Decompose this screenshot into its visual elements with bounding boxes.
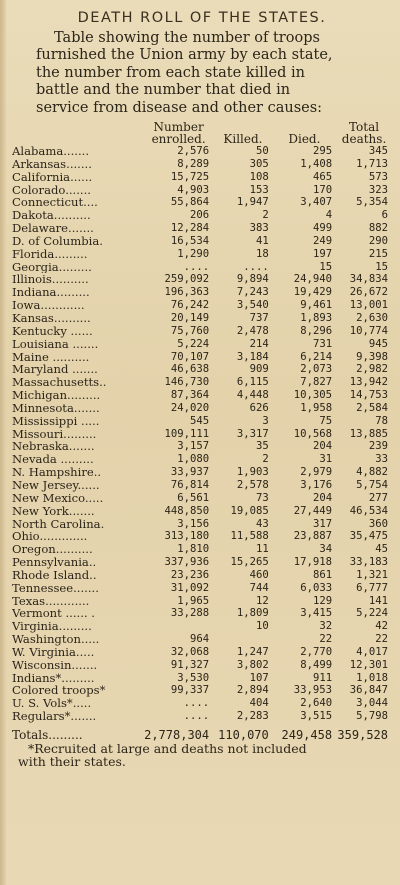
table-header-row xyxy=(12,121,392,145)
killed-cell: 35 xyxy=(255,440,269,453)
total-deaths-cell: 945 xyxy=(368,337,388,350)
died-cell: 34 xyxy=(319,543,333,556)
killed-cell: 18 xyxy=(255,247,269,260)
enrolled-cell: 24,020 xyxy=(170,401,210,414)
total-deaths-cell: 2,982 xyxy=(356,363,388,376)
died-cell: 197 xyxy=(312,247,333,260)
enrolled-cell: 206 xyxy=(190,209,210,222)
died-cell: 1,893 xyxy=(300,312,333,324)
state-name: Illinois.......... xyxy=(12,273,89,287)
killed-cell: 15,265 xyxy=(230,556,269,569)
total-deaths-cell: 3,044 xyxy=(356,697,388,710)
table-row xyxy=(12,582,392,595)
enrolled-cell: 109,111 xyxy=(164,427,210,440)
total-deaths-cell: 36,847 xyxy=(349,684,388,697)
enrolled-cell: 6,561 xyxy=(177,491,210,504)
state-name: Arkansas....... xyxy=(12,157,92,171)
total-deaths-cell: 33,183 xyxy=(349,556,388,569)
table-row xyxy=(12,171,392,184)
enrolled-cell: 313,180 xyxy=(164,530,210,543)
died-cell: 3,415 xyxy=(300,607,333,620)
killed-cell: 3,802 xyxy=(236,658,269,671)
total-deaths-cell: 13,001 xyxy=(349,299,388,312)
total-deaths-cell: 5,224 xyxy=(356,607,388,620)
intro-paragraph xyxy=(18,30,388,117)
died-cell: 23,887 xyxy=(293,530,333,543)
enrolled-cell: 1,290 xyxy=(177,247,210,260)
total-deaths-cell: 4,882 xyxy=(356,466,388,479)
total-deaths-cell: 6,777 xyxy=(356,581,388,594)
enrolled-cell: 70,107 xyxy=(170,350,210,363)
killed-cell: 1,903 xyxy=(236,466,269,479)
intro-line: the number from each state killed in xyxy=(36,64,305,81)
footnote xyxy=(18,742,392,768)
total-deaths-cell: 323 xyxy=(368,183,388,196)
killed-cell: .... xyxy=(243,260,269,273)
table-row xyxy=(12,492,392,505)
table-row xyxy=(12,196,392,209)
state-name: Virginia......... xyxy=(12,620,92,634)
died-cell: 129 xyxy=(312,594,333,607)
table-row xyxy=(12,453,392,466)
died-cell: 3,176 xyxy=(300,478,333,491)
killed-cell: 4,448 xyxy=(236,389,269,402)
state-name: Dakota.......... xyxy=(12,209,91,223)
killed-cell: 19,085 xyxy=(230,504,269,517)
state-name: Ohio............. xyxy=(12,530,88,544)
table-row xyxy=(12,556,392,569)
died-cell: 75 xyxy=(319,414,333,427)
total-deaths-cell: 15 xyxy=(375,260,388,273)
state-name: U. S. Vols*..... xyxy=(12,697,92,711)
enrolled-cell: 87,364 xyxy=(170,389,210,402)
died-cell: 465 xyxy=(312,170,333,183)
state-name: Nebraska....... xyxy=(12,440,95,454)
state-name: Indiana......... xyxy=(12,286,90,300)
state-name: Connecticut.... xyxy=(12,196,98,210)
totals-died: 249,458 xyxy=(281,728,333,742)
enrolled-cell: 196,363 xyxy=(164,286,210,299)
table-row xyxy=(12,145,392,158)
total-deaths-cell: 277 xyxy=(368,491,388,504)
state-name: Georgia......... xyxy=(12,260,92,274)
enrolled-cell: .... xyxy=(183,710,210,723)
intro-line: furnished the Union army by each state, xyxy=(36,47,333,64)
state-name: Minnesota....... xyxy=(12,401,100,415)
killed-cell: 744 xyxy=(249,581,269,594)
intro-line: battle and the number that died in xyxy=(36,82,291,99)
table-row xyxy=(12,646,392,659)
total-deaths-cell: 1,713 xyxy=(356,157,388,170)
total-deaths-cell: 42 xyxy=(375,620,388,633)
died-cell: 31 xyxy=(319,453,333,466)
enrolled-cell: 55,864 xyxy=(170,196,210,209)
table-row xyxy=(12,710,392,723)
state-name: Alabama....... xyxy=(12,145,90,158)
total-deaths-cell: 5,798 xyxy=(356,710,388,723)
state-name: Texas............ xyxy=(12,594,90,608)
total-deaths-cell: 12,301 xyxy=(349,658,388,671)
killed-cell: 214 xyxy=(249,337,269,350)
killed-cell: 153 xyxy=(249,183,269,196)
state-name: Kansas.......... xyxy=(12,312,91,325)
total-deaths-cell: 46,534 xyxy=(349,504,388,517)
killed-cell: 43 xyxy=(255,517,269,530)
total-deaths-cell: 22 xyxy=(375,633,388,646)
killed-cell: 73 xyxy=(255,491,269,504)
state-name: Michigan......... xyxy=(12,389,101,402)
total-deaths-cell: 5,354 xyxy=(356,196,388,209)
enrolled-cell: 4,903 xyxy=(177,183,210,196)
state-name: Tennessee....... xyxy=(12,581,99,595)
killed-column-header: Killed. xyxy=(223,132,263,147)
enrolled-cell: 3,530 xyxy=(177,671,210,684)
totals-row xyxy=(12,723,392,742)
enrolled-cell: 1,080 xyxy=(177,453,210,466)
table-row xyxy=(12,363,392,376)
table-row xyxy=(12,466,392,479)
enrolled-cell: 964 xyxy=(190,633,210,646)
footnote-line: with their states. xyxy=(18,753,126,769)
enrolled-cell: 3,157 xyxy=(177,440,210,453)
killed-cell xyxy=(213,633,273,646)
died-cell: 204 xyxy=(312,440,333,453)
enrolled-cell: 545 xyxy=(190,414,210,427)
died-cell: 17,918 xyxy=(293,556,333,569)
totals-enrolled: 2,778,304 xyxy=(144,728,210,742)
table-row xyxy=(12,543,392,556)
table-row xyxy=(12,209,392,222)
killed-cell: 2 xyxy=(262,453,269,466)
killed-cell: 404 xyxy=(249,697,269,710)
killed-cell: 3 xyxy=(262,414,269,427)
enrolled-cell: 76,242 xyxy=(170,299,210,312)
state-name: Florida......... xyxy=(12,247,88,261)
total-deaths-cell: 239 xyxy=(368,440,388,453)
table-row xyxy=(12,389,392,402)
enrolled-cell: 3,156 xyxy=(177,517,210,530)
died-cell: 19,429 xyxy=(293,286,333,299)
killed-cell: 12 xyxy=(255,594,269,607)
table-row xyxy=(12,697,392,710)
table-row xyxy=(12,351,392,364)
table-row xyxy=(12,479,392,492)
state-name: North Carolina. xyxy=(12,517,105,531)
enrolled-cell: 1,965 xyxy=(177,594,210,607)
killed-cell: 6,115 xyxy=(236,376,269,389)
state-name: California...... xyxy=(12,170,93,184)
table-row xyxy=(12,684,392,697)
totals-killed: 110,070 xyxy=(218,728,269,742)
table-row xyxy=(12,235,392,248)
total-deaths-cell: 882 xyxy=(368,222,388,235)
died-cell: 10,305 xyxy=(293,389,333,402)
enrolled-cell: 146,730 xyxy=(164,376,210,389)
table-row xyxy=(12,569,392,582)
total-deaths-cell: 5,754 xyxy=(356,478,388,491)
killed-cell: 2,283 xyxy=(236,710,269,723)
died-cell: 2,770 xyxy=(300,645,333,658)
total-deaths-cell: 45 xyxy=(375,543,388,556)
total-deaths-cell: 14,753 xyxy=(349,389,388,402)
killed-cell: 11 xyxy=(255,543,269,556)
total-deaths-cell: 1,321 xyxy=(356,568,388,581)
enrolled-cell: 76,814 xyxy=(170,478,210,491)
total-deaths-cell: 9,398 xyxy=(356,350,388,363)
killed-cell: 7,243 xyxy=(236,286,269,299)
state-name: D. of Columbia. xyxy=(12,234,103,248)
killed-cell: 1,247 xyxy=(236,645,269,658)
table-row xyxy=(12,376,392,389)
state-name: Colorado....... xyxy=(12,183,91,197)
killed-cell: 909 xyxy=(249,363,269,376)
killed-cell: 3,540 xyxy=(236,299,269,312)
killed-cell: 1,809 xyxy=(236,607,269,620)
state-name: Washington..... xyxy=(12,633,100,646)
table-row xyxy=(12,530,392,543)
killed-cell: 2,894 xyxy=(236,684,269,697)
enrolled-cell: 31,092 xyxy=(170,581,210,594)
state-name: Kentucky ...... xyxy=(12,324,93,338)
table-row xyxy=(12,261,392,274)
total-deaths-cell: 13,942 xyxy=(349,376,388,389)
total-deaths-cell: 34,834 xyxy=(349,273,388,286)
totals-label: Totals......... xyxy=(12,728,83,742)
died-cell: 24,940 xyxy=(293,273,333,286)
enrolled-cell: 33,937 xyxy=(170,466,210,479)
table-row xyxy=(12,505,392,518)
died-cell: 15 xyxy=(319,260,333,273)
state-name: Maine .......... xyxy=(12,350,90,364)
enrolled-cell: 32,068 xyxy=(170,645,210,658)
enrolled-cell: 75,760 xyxy=(170,324,210,337)
total-deaths-cell: 215 xyxy=(368,247,388,260)
killed-cell: 2,578 xyxy=(236,478,269,491)
table-row xyxy=(12,518,392,531)
state-name: Maryland ....... xyxy=(12,363,98,377)
total-deaths-cell: 290 xyxy=(368,234,388,247)
total-deaths-cell: 33 xyxy=(375,453,388,466)
enrolled-cell: 16,534 xyxy=(170,234,210,247)
headline: DEATH ROLL OF THE STATES. xyxy=(77,10,327,26)
table-row xyxy=(12,672,392,685)
died-cell: 2,073 xyxy=(300,363,333,376)
table-row xyxy=(12,620,392,633)
died-cell: 317 xyxy=(312,517,333,530)
state-name: Oregon.......... xyxy=(12,543,93,557)
table-row xyxy=(12,607,392,620)
enrolled-cell xyxy=(144,620,213,633)
table-row xyxy=(12,633,392,646)
died-cell: 204 xyxy=(312,491,333,504)
state-name: Regulars*....... xyxy=(12,710,97,723)
table-row xyxy=(12,440,392,453)
total-deaths-cell: 10,774 xyxy=(349,324,388,337)
killed-cell: 626 xyxy=(249,401,269,414)
enrolled-cell: 448,850 xyxy=(164,504,210,517)
table-row xyxy=(12,184,392,197)
table-row xyxy=(12,158,392,171)
total-deaths-cell: 13,885 xyxy=(349,427,388,440)
died-cell: 8,296 xyxy=(300,324,333,337)
state-name: Massachusetts.. xyxy=(12,376,107,390)
died-cell: 861 xyxy=(312,568,333,581)
killed-cell: 3,184 xyxy=(236,350,269,363)
total-deaths-cell: 2,584 xyxy=(356,401,388,414)
table-row xyxy=(12,428,392,441)
died-cell: 6,214 xyxy=(300,350,333,363)
state-name: Indians*......... xyxy=(12,671,95,685)
total-deaths-cell: 2,630 xyxy=(356,312,388,324)
state-name: Vermont ...... . xyxy=(12,607,95,621)
total-deaths-cell: 141 xyxy=(368,594,388,607)
killed-cell: 9,894 xyxy=(236,273,269,286)
died-cell: 2,979 xyxy=(300,466,333,479)
enrolled-cell: 259,092 xyxy=(164,273,210,286)
killed-cell: 2 xyxy=(262,209,269,222)
state-name: Pennsylvania.. xyxy=(12,556,97,569)
state-name: Louisiana ....... xyxy=(12,337,99,351)
killed-cell: 108 xyxy=(249,170,269,183)
enrolled-cell: .... xyxy=(183,697,210,710)
state-name: New Jersey...... xyxy=(12,478,100,492)
died-cell: 499 xyxy=(312,222,333,235)
table-row xyxy=(12,338,392,351)
state-name: Iowa............ xyxy=(12,299,85,312)
table-row xyxy=(12,402,392,415)
state-name: W. Virginia..... xyxy=(12,645,95,659)
table-row xyxy=(12,325,392,338)
enrolled-cell: 33,288 xyxy=(170,607,210,620)
table-row xyxy=(12,273,392,286)
enrolled-cell: 46,638 xyxy=(170,363,210,376)
killed-cell: 50 xyxy=(255,145,269,158)
table-row xyxy=(12,312,392,325)
died-cell: 3,515 xyxy=(300,710,333,723)
intro-line: Table showing the number of troops xyxy=(54,30,320,46)
table-row xyxy=(12,286,392,299)
died-cell: 3,407 xyxy=(300,196,333,209)
died-cell: 1,408 xyxy=(300,157,333,170)
killed-cell: 460 xyxy=(249,568,269,581)
state-name: Nevada ......... xyxy=(12,453,94,467)
enrolled-cell: 12,284 xyxy=(170,222,210,235)
died-cell: 2,640 xyxy=(300,697,333,710)
died-column-header: Died. xyxy=(288,132,321,147)
total-deaths-cell: 78 xyxy=(375,414,388,427)
table-row xyxy=(12,248,392,261)
died-cell: 22 xyxy=(319,633,333,646)
died-cell: 33,953 xyxy=(293,684,333,697)
state-name: Delaware....... xyxy=(12,222,94,235)
total-deaths-cell: 4,017 xyxy=(356,645,388,658)
total-deaths-cell: 345 xyxy=(368,145,388,158)
totals-total-deaths: 359,528 xyxy=(337,728,388,742)
killed-cell: 1,947 xyxy=(236,196,269,209)
state-name: Mississippi ..... xyxy=(12,414,100,428)
total-deaths-cell: 1,018 xyxy=(356,671,388,684)
died-cell: 6,033 xyxy=(300,581,333,594)
state-name: Rhode Island.. xyxy=(12,568,97,582)
total-deaths-cell: 573 xyxy=(368,170,388,183)
total-deaths-cell: 26,672 xyxy=(349,286,388,299)
enrolled-cell: 2,576 xyxy=(177,145,210,158)
died-cell: 7,827 xyxy=(300,376,333,389)
total-deaths-cell: 35,475 xyxy=(349,530,388,543)
died-cell: 4 xyxy=(325,209,333,222)
died-cell: 10,568 xyxy=(293,427,333,440)
table-row xyxy=(12,659,392,672)
table-row xyxy=(12,222,392,235)
enrolled-cell: 20,149 xyxy=(170,312,210,324)
died-cell: 731 xyxy=(312,337,333,350)
total-column-header: Total deaths. xyxy=(341,120,387,147)
state-column-header xyxy=(12,121,144,145)
died-cell: 911 xyxy=(312,671,333,684)
killed-cell: 41 xyxy=(255,234,269,247)
enrolled-column-header: Number enrolled. xyxy=(151,120,206,147)
enrolled-cell: .... xyxy=(183,260,210,273)
table-row xyxy=(12,415,392,428)
state-name: Missouri......... xyxy=(12,427,97,441)
total-deaths-cell: 6 xyxy=(381,209,388,222)
intro-line: service from disease and other causes: xyxy=(36,99,323,116)
state-name: Colored troops* xyxy=(12,684,106,698)
enrolled-cell: 23,236 xyxy=(170,568,210,581)
enrolled-cell: 99,337 xyxy=(170,684,210,697)
enrolled-cell: 8,289 xyxy=(177,157,210,170)
total-deaths-cell: 360 xyxy=(368,517,388,530)
enrolled-cell: 337,936 xyxy=(164,556,210,569)
enrolled-cell: 1,810 xyxy=(177,543,210,556)
died-cell: 8,499 xyxy=(300,658,333,671)
killed-cell: 2,478 xyxy=(236,324,269,337)
died-cell: 27,449 xyxy=(293,504,333,517)
killed-cell: 737 xyxy=(249,312,269,324)
enrolled-cell: 15,725 xyxy=(170,170,210,183)
killed-cell: 383 xyxy=(249,222,269,235)
footnote-line: *Recruited at large and deaths not included xyxy=(28,740,307,756)
death-roll-table xyxy=(12,121,392,742)
state-name: Wisconsin....... xyxy=(12,658,98,672)
died-cell: 249 xyxy=(312,234,333,247)
killed-cell: 10 xyxy=(255,620,269,633)
died-cell: 32 xyxy=(319,620,333,633)
killed-cell: 305 xyxy=(249,157,269,170)
table-row xyxy=(12,595,392,608)
state-name: New York....... xyxy=(12,504,95,518)
table-row xyxy=(12,299,392,312)
killed-cell: 3,317 xyxy=(236,427,269,440)
died-cell: 295 xyxy=(312,145,333,158)
enrolled-cell: 5,224 xyxy=(177,337,210,350)
enrolled-cell: 91,327 xyxy=(170,658,210,671)
state-name: New Mexico..... xyxy=(12,491,104,505)
killed-cell: 11,588 xyxy=(230,530,269,543)
state-name: N. Hampshire.. xyxy=(12,466,102,479)
died-cell: 170 xyxy=(312,183,333,196)
died-cell: 9,461 xyxy=(300,299,333,312)
killed-cell: 107 xyxy=(249,671,269,684)
died-cell: 1,958 xyxy=(300,401,333,414)
